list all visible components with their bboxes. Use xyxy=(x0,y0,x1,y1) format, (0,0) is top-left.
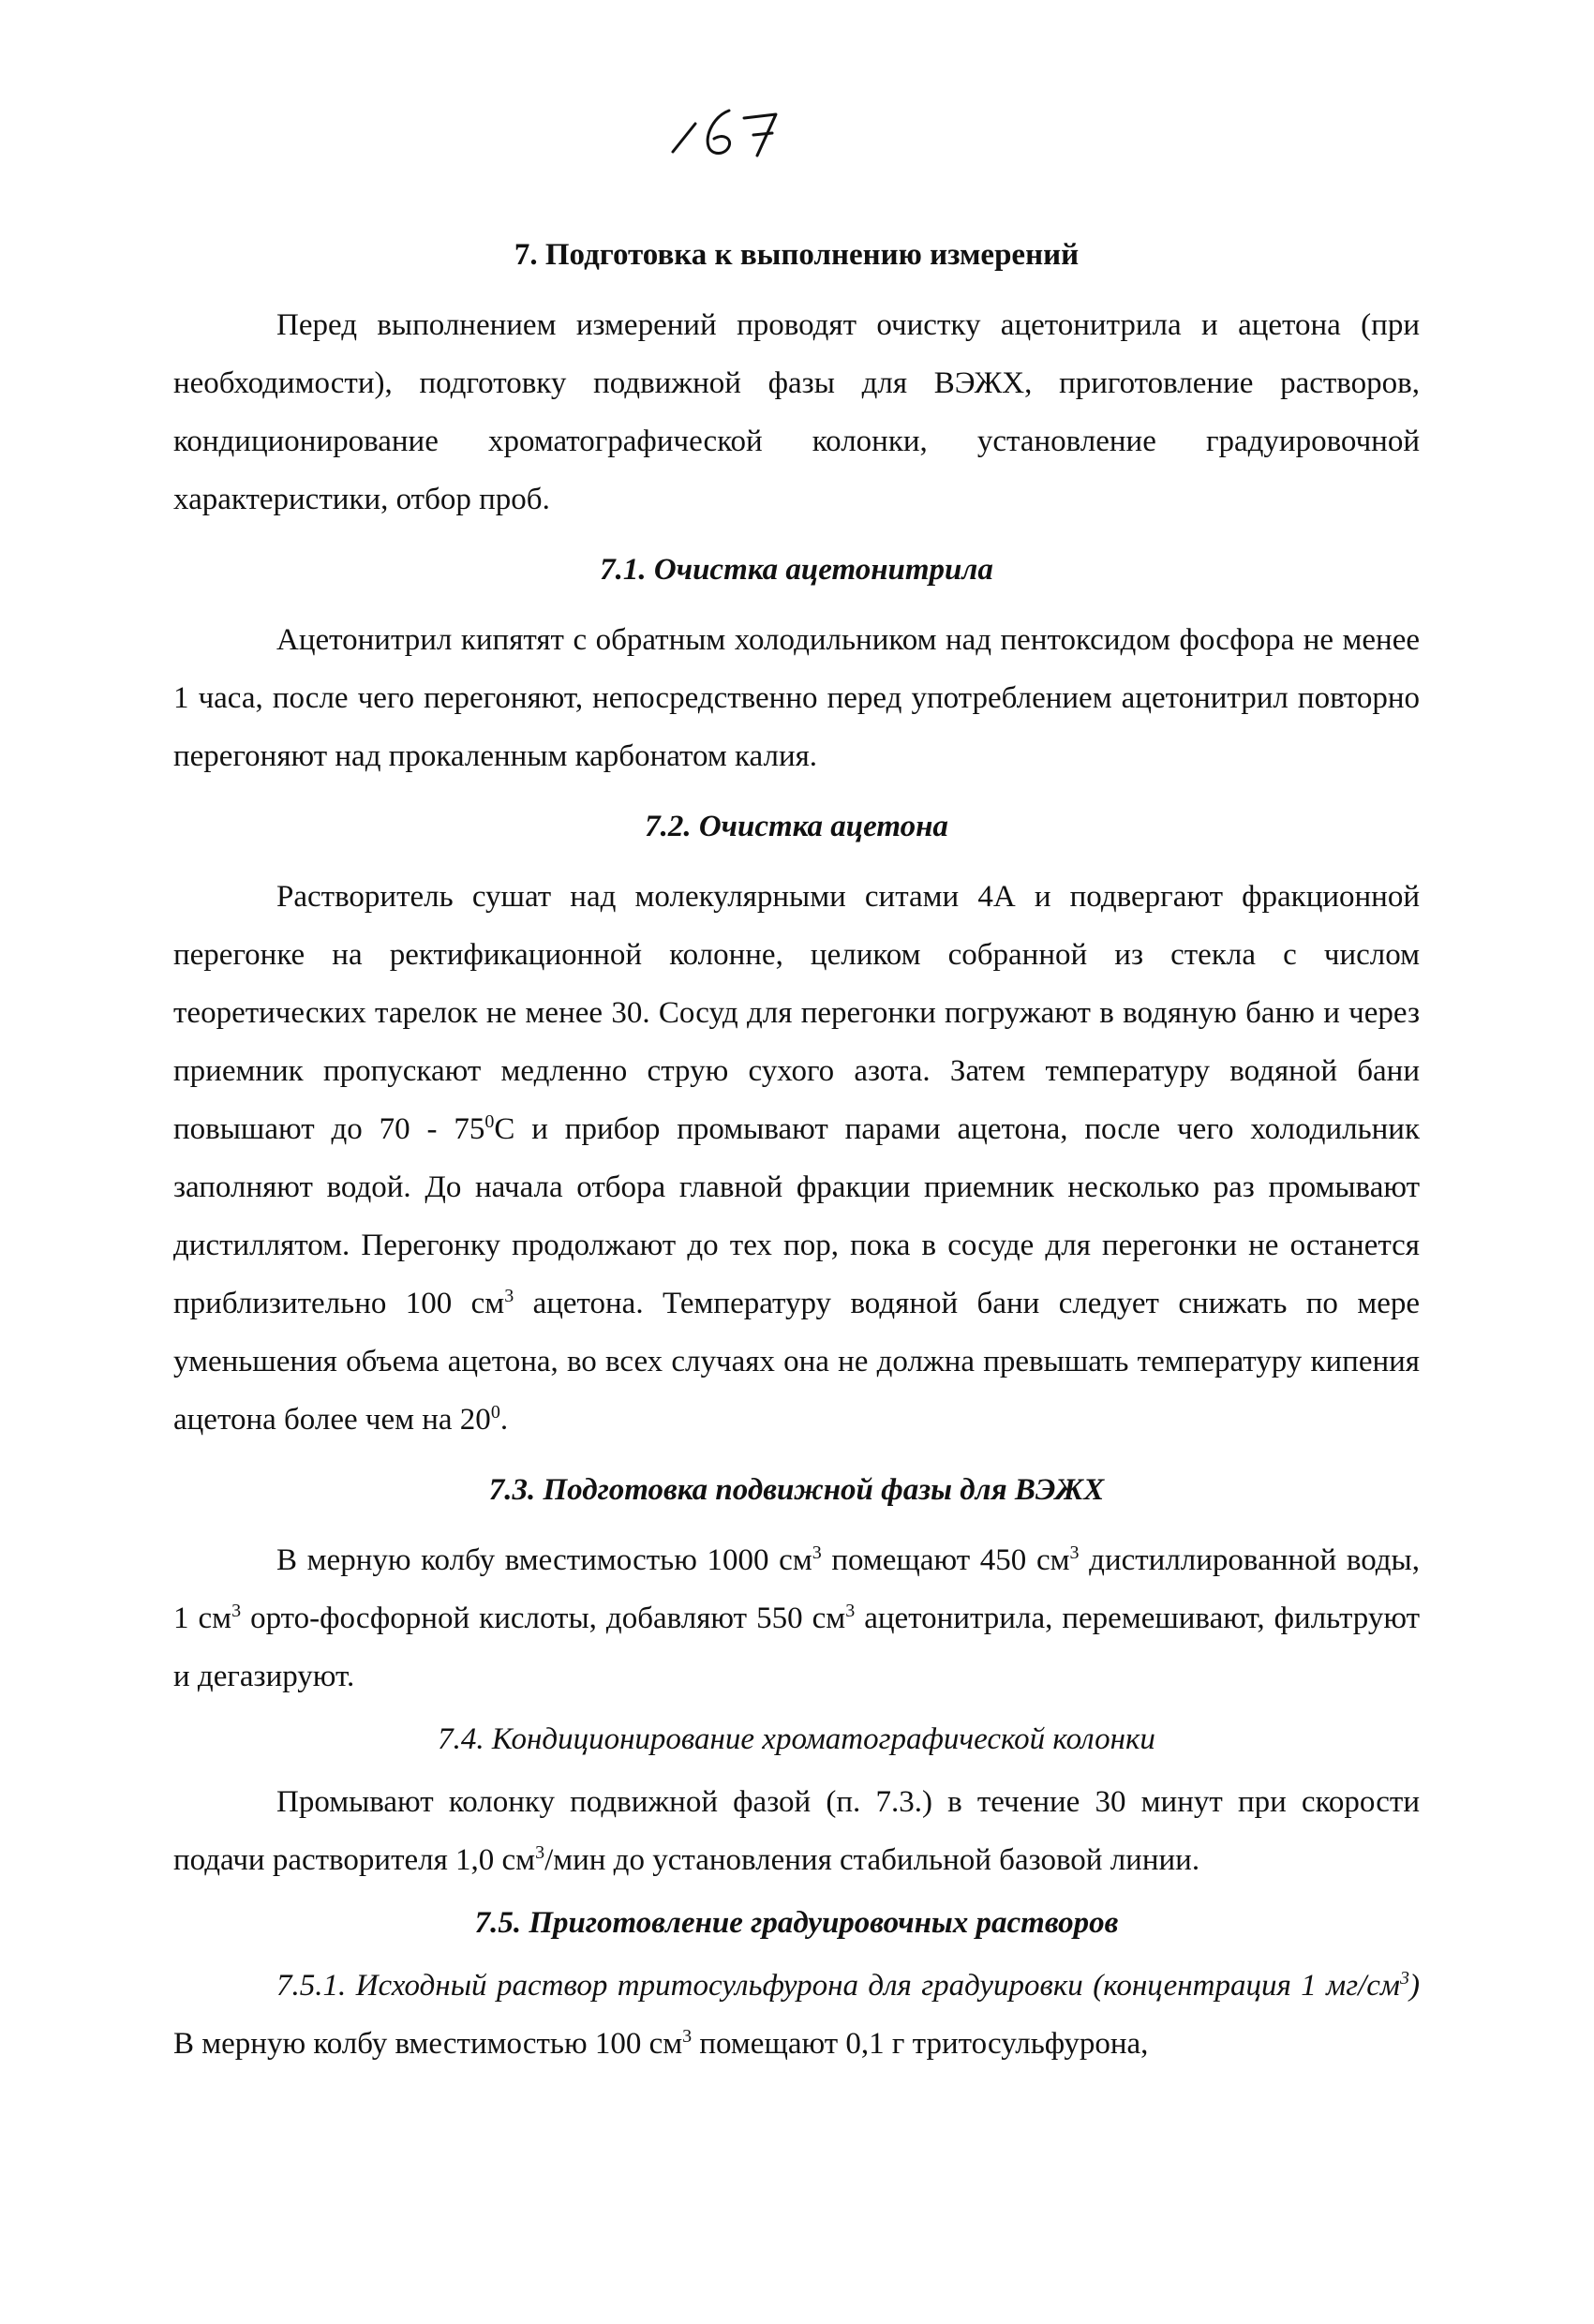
section-7-4-heading: 7.4. Кондиционирование хроматографической колонки xyxy=(438,1722,1155,1756)
section-7-5-1-text xyxy=(173,1957,1420,2073)
handwritten-page-number xyxy=(656,103,806,159)
section-7-4-text-2: /мин до установления стабильной базовой линии. xyxy=(544,1843,1200,1877)
cubic-superscript: 3 xyxy=(682,2026,693,2047)
section-7-5-heading: 7.5. Приготовление градуировочных растворов xyxy=(474,1906,1119,1940)
cubic-superscript: 3 xyxy=(504,1286,514,1306)
section-7-intro: Перед выполнением измерений проводят очистку ацетонитрила и ацетона (при необходимости), подготовку подвижной фазы для ВЭЖХ, приготовление растворов, кондиционирование хроматографической колонки, установление градуировочной характеристики, отбор проб. xyxy=(173,308,1420,516)
section-7-2-text-b: С и прибор промывают парами ацетона, после чего холодильник заполняют водой. До начала отбора главной фракции приемник несколько раз промывают дистиллятом. Перегонку продолжают до тех пор, пока в сосуде для перегонки не останется приблизительно 100 см xyxy=(173,1112,1420,1320)
section-7-5-1-text-1: В мерную колбу вместимостью 100 см xyxy=(173,2027,683,2061)
section-7-2-text-d: . xyxy=(499,1403,509,1437)
cubic-superscript: 3 xyxy=(812,1542,822,1563)
section-7-2-text-a: Растворитель сушат над молекулярными ситами 4А и подвергают фракционной перегонке на ректификационной колонне, целиком собранной из стекла с числом теоретических тарелок не менее 30. Сосуд для перегонки погружают в водяную баню и через приемник пропускают медленно струю сухого азота. Затем температуру водяной бани повышают до 70 - 75 xyxy=(173,880,1420,1146)
section-7-5-1-subtitle-end: ) xyxy=(1409,1969,1420,2003)
section-7-3-text-2: помещают 450 см xyxy=(821,1543,1070,1577)
section-7-heading: 7. Подготовка к выполнению измерений xyxy=(514,238,1080,272)
section-7-4-text xyxy=(173,1773,1420,1889)
section-7-2-text xyxy=(173,868,1420,1449)
document-body xyxy=(173,234,1420,2073)
section-7-3-text-3: дистиллированной воды, 1 см xyxy=(173,1543,1420,1635)
section-7-1-heading: 7.1. Очистка ацетонитрила xyxy=(600,553,993,587)
section-7-2-text-c: ацетона. Температуру водяной бани следует снижать по мере уменьшения объема ацетона, во всех случаях она не должна превышать температуру кипения ацетона более чем на 20 xyxy=(173,1287,1420,1437)
cubic-superscript: 3 xyxy=(845,1601,856,1621)
section-7-3-text-4: орто-фосфорной кислоты, добавляют 550 см xyxy=(241,1601,846,1635)
degree-superscript: 0 xyxy=(484,1111,495,1132)
section-7-3-heading: 7.3. Подготовка подвижной фазы для ВЭЖХ xyxy=(488,1473,1105,1507)
section-7-1-text: Ацетонитрил кипятят с обратным холодильником над пентоксидом фосфора не менее 1 часа, после чего перегоняют, непосредственно перед употреблением ацетонитрил повторно перегоняют над прокаленным карбонатом калия. xyxy=(173,623,1420,773)
degree-superscript: 0 xyxy=(490,1402,500,1423)
section-7-3-text-5: ацетонитрила, перемешивают, фильтруют и дегазируют. xyxy=(173,1601,1421,1693)
section-7-3-text-1: В мерную колбу вместимостью 1000 см xyxy=(276,1543,812,1577)
section-7-4-text-1: Промывают колонку подвижной фазой (п. 7.3.) в течение 30 минут при скорости подачи растворителя 1,0 см xyxy=(173,1785,1420,1877)
section-7-3-text xyxy=(173,1531,1420,1706)
section-7-2-heading: 7.2. Очистка ацетона xyxy=(645,810,948,843)
cubic-superscript: 3 xyxy=(231,1601,242,1621)
cubic-superscript: 3 xyxy=(1400,1968,1409,1989)
cubic-superscript: 3 xyxy=(1069,1542,1080,1563)
handwritten-page-number-image xyxy=(656,103,806,159)
section-7-5-1-text-2: помещают 0,1 г тритосульфурона, xyxy=(692,2027,1149,2061)
section-7-5-1-subtitle: 7.5.1. Исходный раствор тритосульфурона для градуировки (концентрация 1 мг/см xyxy=(276,1969,1400,2003)
cubic-superscript: 3 xyxy=(535,1842,545,1863)
